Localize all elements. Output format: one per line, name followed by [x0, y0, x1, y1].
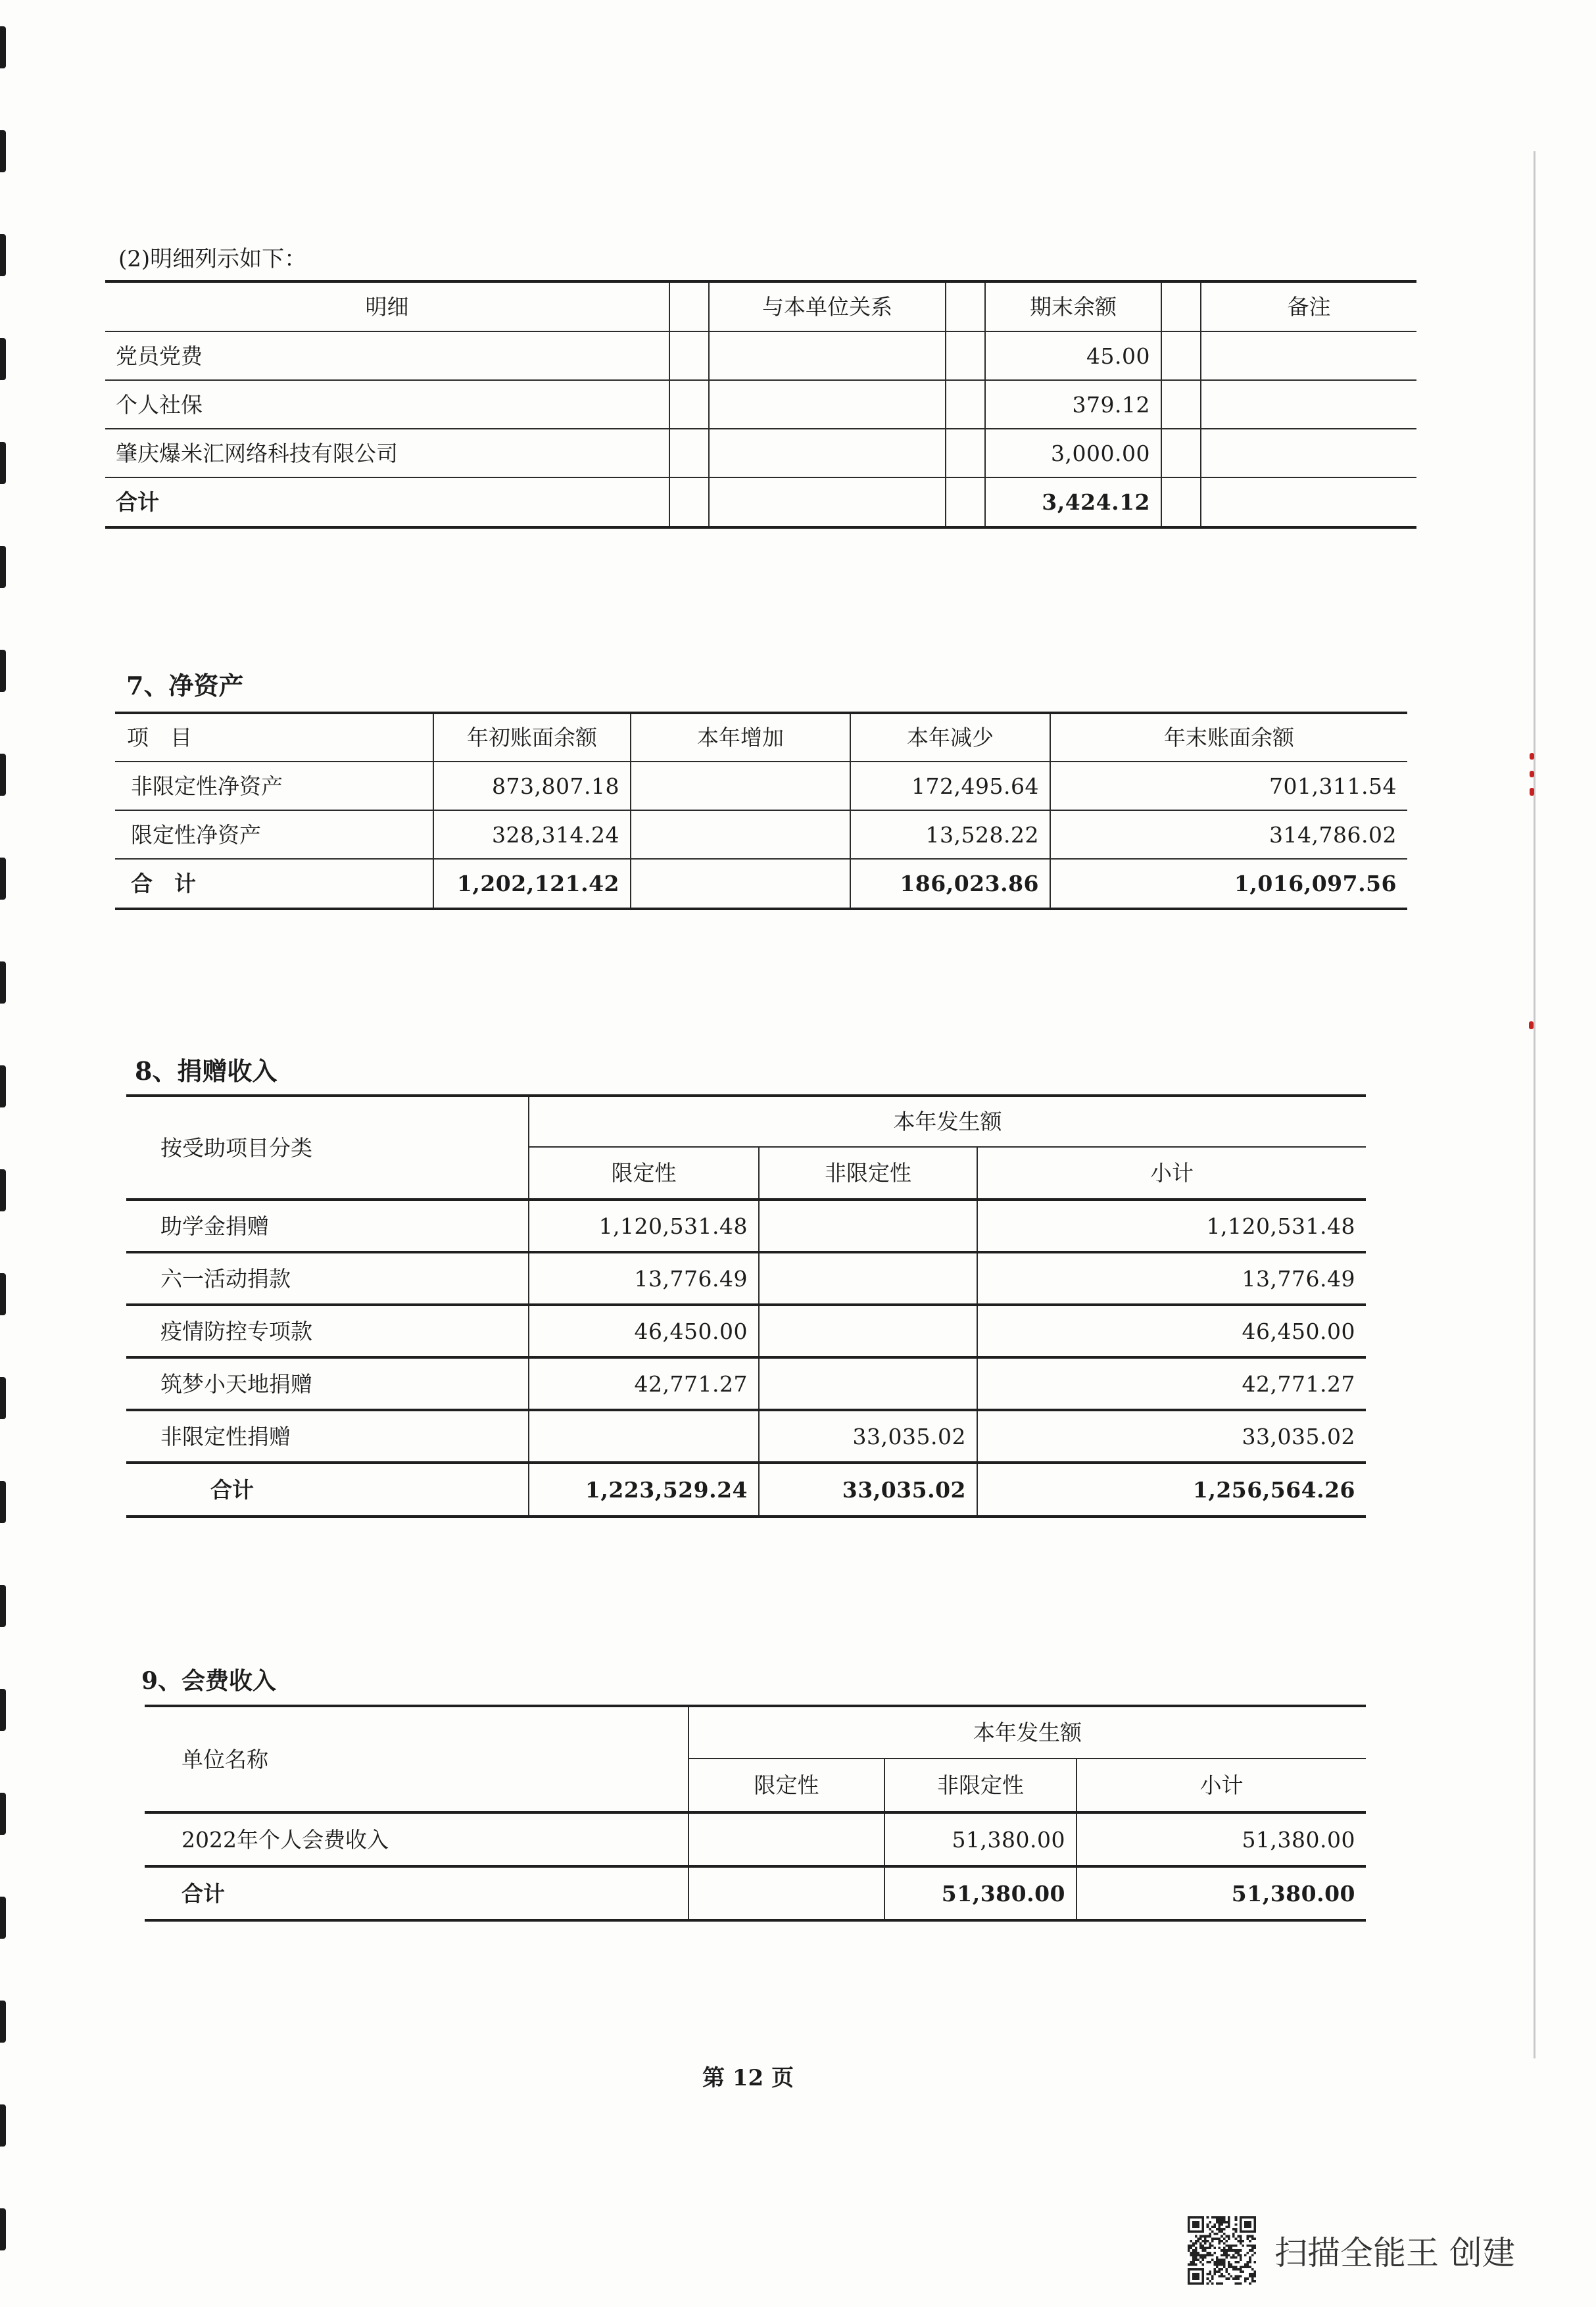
- binding-mark: [0, 1377, 6, 1419]
- membership-total-unrestricted: 51,380.00: [884, 1866, 1076, 1920]
- membership-unrestricted: 51,380.00: [884, 1812, 1076, 1866]
- membership-header-group: 本年发生额: [689, 1706, 1366, 1759]
- membership-header-unit: 单位名称: [145, 1706, 689, 1812]
- binding-mark: [0, 1169, 6, 1211]
- table-row: [126, 1200, 1366, 1252]
- table-row: [145, 1812, 1366, 1866]
- scan-mark: [1530, 788, 1534, 796]
- binding-mark: [0, 546, 6, 588]
- table-row: [126, 1357, 1366, 1410]
- table-row: [126, 1252, 1366, 1305]
- donation-subtotal: 13,776.49: [977, 1252, 1366, 1305]
- table-row: [115, 762, 1407, 810]
- binding-mark: [0, 754, 6, 796]
- membership-subtotal: 51,380.00: [1076, 1812, 1366, 1866]
- binding-mark: [0, 1793, 6, 1835]
- detail-gap: [669, 281, 709, 331]
- donation-category: 非限定性捐赠: [126, 1410, 529, 1463]
- donation-total-subtotal: 1,256,564.26: [977, 1463, 1366, 1517]
- detail-note: [1201, 380, 1416, 429]
- net-total-increase: [631, 859, 850, 909]
- detail-relation: [709, 380, 946, 429]
- donation-header-unrestricted: 非限定性: [759, 1147, 977, 1200]
- donation-unrestricted: [759, 1252, 977, 1305]
- detail-table: [105, 280, 1416, 529]
- binding-mark: [0, 2208, 6, 2250]
- detail-header-relation: 与本单位关系: [709, 281, 946, 331]
- binding-marks: [0, 0, 26, 2307]
- table-row: [105, 429, 1416, 477]
- net-item: 非限定性净资产: [115, 762, 433, 810]
- detail-name: 肇庆爆米汇网络科技有限公司: [105, 429, 669, 477]
- donation-total-label: 合计: [126, 1463, 529, 1517]
- membership-header-subtotal: 小计: [1076, 1759, 1366, 1812]
- net-header-end: 年末账面余额: [1050, 713, 1407, 762]
- net-end: 701,311.54: [1050, 762, 1407, 810]
- binding-mark: [0, 1897, 6, 1939]
- net-header-decrease: 本年减少: [850, 713, 1050, 762]
- donation-restricted: 13,776.49: [529, 1252, 759, 1305]
- donation-header-subtotal: 小计: [977, 1147, 1366, 1200]
- total-row: [115, 859, 1407, 909]
- binding-mark: [0, 1481, 6, 1523]
- detail-name: 个人社保: [105, 380, 669, 429]
- net-header-begin: 年初账面余额: [433, 713, 631, 762]
- donation-unrestricted: [759, 1357, 977, 1410]
- donation-header-group: 本年发生额: [529, 1096, 1366, 1147]
- detail-note: [1201, 331, 1416, 380]
- binding-mark: [0, 2104, 6, 2147]
- table-row: [105, 331, 1416, 380]
- donation-restricted: [529, 1410, 759, 1463]
- scanner-watermark: [1188, 2216, 1515, 2285]
- membership-unit: 2022年个人会费收入: [145, 1812, 689, 1866]
- scan-mark: [1530, 753, 1534, 760]
- binding-mark: [0, 442, 6, 484]
- binding-mark: [0, 26, 6, 68]
- donation-restricted: 46,450.00: [529, 1305, 759, 1357]
- scanner-watermark-text: 扫描全能王 创建: [1274, 2234, 1515, 2272]
- binding-mark: [0, 234, 6, 276]
- page-number: 第 12 页: [702, 2065, 794, 2091]
- membership-restricted: [689, 1812, 884, 1866]
- membership-income-table: [145, 1705, 1366, 1922]
- detail-relation: [709, 429, 946, 477]
- binding-mark: [0, 2001, 6, 2043]
- detail-amount: 379.12: [985, 380, 1161, 429]
- membership-total-restricted: [689, 1866, 884, 1920]
- donation-total-unrestricted: 33,035.02: [759, 1463, 977, 1517]
- donation-category: 疫情防控专项款: [126, 1305, 529, 1357]
- donation-restricted: 1,120,531.48: [529, 1200, 759, 1252]
- detail-header-name: 明细: [105, 281, 669, 331]
- detail-gap: [1161, 281, 1201, 331]
- total-row: [126, 1463, 1366, 1517]
- binding-mark: [0, 650, 6, 692]
- donation-income-table: [126, 1094, 1366, 1518]
- binding-mark: [0, 1585, 6, 1627]
- net-total-begin: 1,202,121.42: [433, 859, 631, 909]
- net-begin: 328,314.24: [433, 810, 631, 859]
- table-row: [105, 380, 1416, 429]
- donation-unrestricted: 33,035.02: [759, 1410, 977, 1463]
- detail-name: 党员党费: [105, 331, 669, 380]
- net-total-end: 1,016,097.56: [1050, 859, 1407, 909]
- donation-category: 筑梦小天地捐赠: [126, 1357, 529, 1410]
- membership-header-restricted: 限定性: [689, 1759, 884, 1812]
- total-row: [145, 1866, 1366, 1920]
- net-end: 314,786.02: [1050, 810, 1407, 859]
- table-row: [126, 1305, 1366, 1357]
- net-increase: [631, 762, 850, 810]
- table-row: [115, 810, 1407, 859]
- donation-subtotal: 42,771.27: [977, 1357, 1366, 1410]
- net-increase: [631, 810, 850, 859]
- detail-gap: [946, 281, 985, 331]
- net-total-label: 合 计: [115, 859, 433, 909]
- binding-mark: [0, 338, 6, 380]
- table-row: [126, 1410, 1366, 1463]
- scan-mark: [1529, 1021, 1534, 1029]
- membership-total-subtotal: 51,380.00: [1076, 1866, 1366, 1920]
- scan-edge-line: [1534, 151, 1536, 2058]
- net-header-item: 项 目: [115, 713, 433, 762]
- net-item: 限定性净资产: [115, 810, 433, 859]
- donation-total-restricted: 1,223,529.24: [529, 1463, 759, 1517]
- net-assets-table: [115, 712, 1407, 910]
- donation-subtotal: 1,120,531.48: [977, 1200, 1366, 1252]
- binding-mark: [0, 130, 6, 172]
- binding-mark: [0, 1689, 6, 1731]
- scan-mark: [1530, 771, 1534, 777]
- donation-unrestricted: [759, 1305, 977, 1357]
- total-row: [105, 477, 1416, 527]
- binding-mark: [0, 1065, 6, 1107]
- detail-caption: (2)明细列示如下：: [118, 246, 307, 272]
- binding-mark: [0, 961, 6, 1004]
- donation-header-category: 按受助项目分类: [126, 1096, 529, 1200]
- detail-note: [1201, 429, 1416, 477]
- qr-code-icon: [1188, 2216, 1256, 2285]
- detail-total-label: 合计: [105, 477, 669, 527]
- net-header-increase: 本年增加: [631, 713, 850, 762]
- donation-category: 六一活动捐款: [126, 1252, 529, 1305]
- net-assets-title: 7、净资产: [126, 671, 244, 700]
- detail-amount: 45.00: [985, 331, 1161, 380]
- donation-income-title: 8、捐赠收入: [135, 1056, 278, 1086]
- detail-total-amount: 3,424.12: [985, 477, 1161, 527]
- net-decrease: 172,495.64: [850, 762, 1050, 810]
- donation-header-restricted: 限定性: [529, 1147, 759, 1200]
- membership-header-unrestricted: 非限定性: [884, 1759, 1076, 1812]
- membership-total-label: 合计: [145, 1866, 689, 1920]
- donation-category: 助学金捐赠: [126, 1200, 529, 1252]
- detail-amount: 3,000.00: [985, 429, 1161, 477]
- detail-header-amount: 期末余额: [985, 281, 1161, 331]
- donation-subtotal: 33,035.02: [977, 1410, 1366, 1463]
- net-total-decrease: 186,023.86: [850, 859, 1050, 909]
- donation-unrestricted: [759, 1200, 977, 1252]
- net-begin: 873,807.18: [433, 762, 631, 810]
- donation-restricted: 42,771.27: [529, 1357, 759, 1410]
- detail-header-note: 备注: [1201, 281, 1416, 331]
- net-decrease: 13,528.22: [850, 810, 1050, 859]
- binding-mark: [0, 858, 6, 900]
- detail-relation: [709, 331, 946, 380]
- binding-mark: [0, 1273, 6, 1315]
- membership-income-title: 9、会费收入: [141, 1667, 277, 1695]
- donation-subtotal: 46,450.00: [977, 1305, 1366, 1357]
